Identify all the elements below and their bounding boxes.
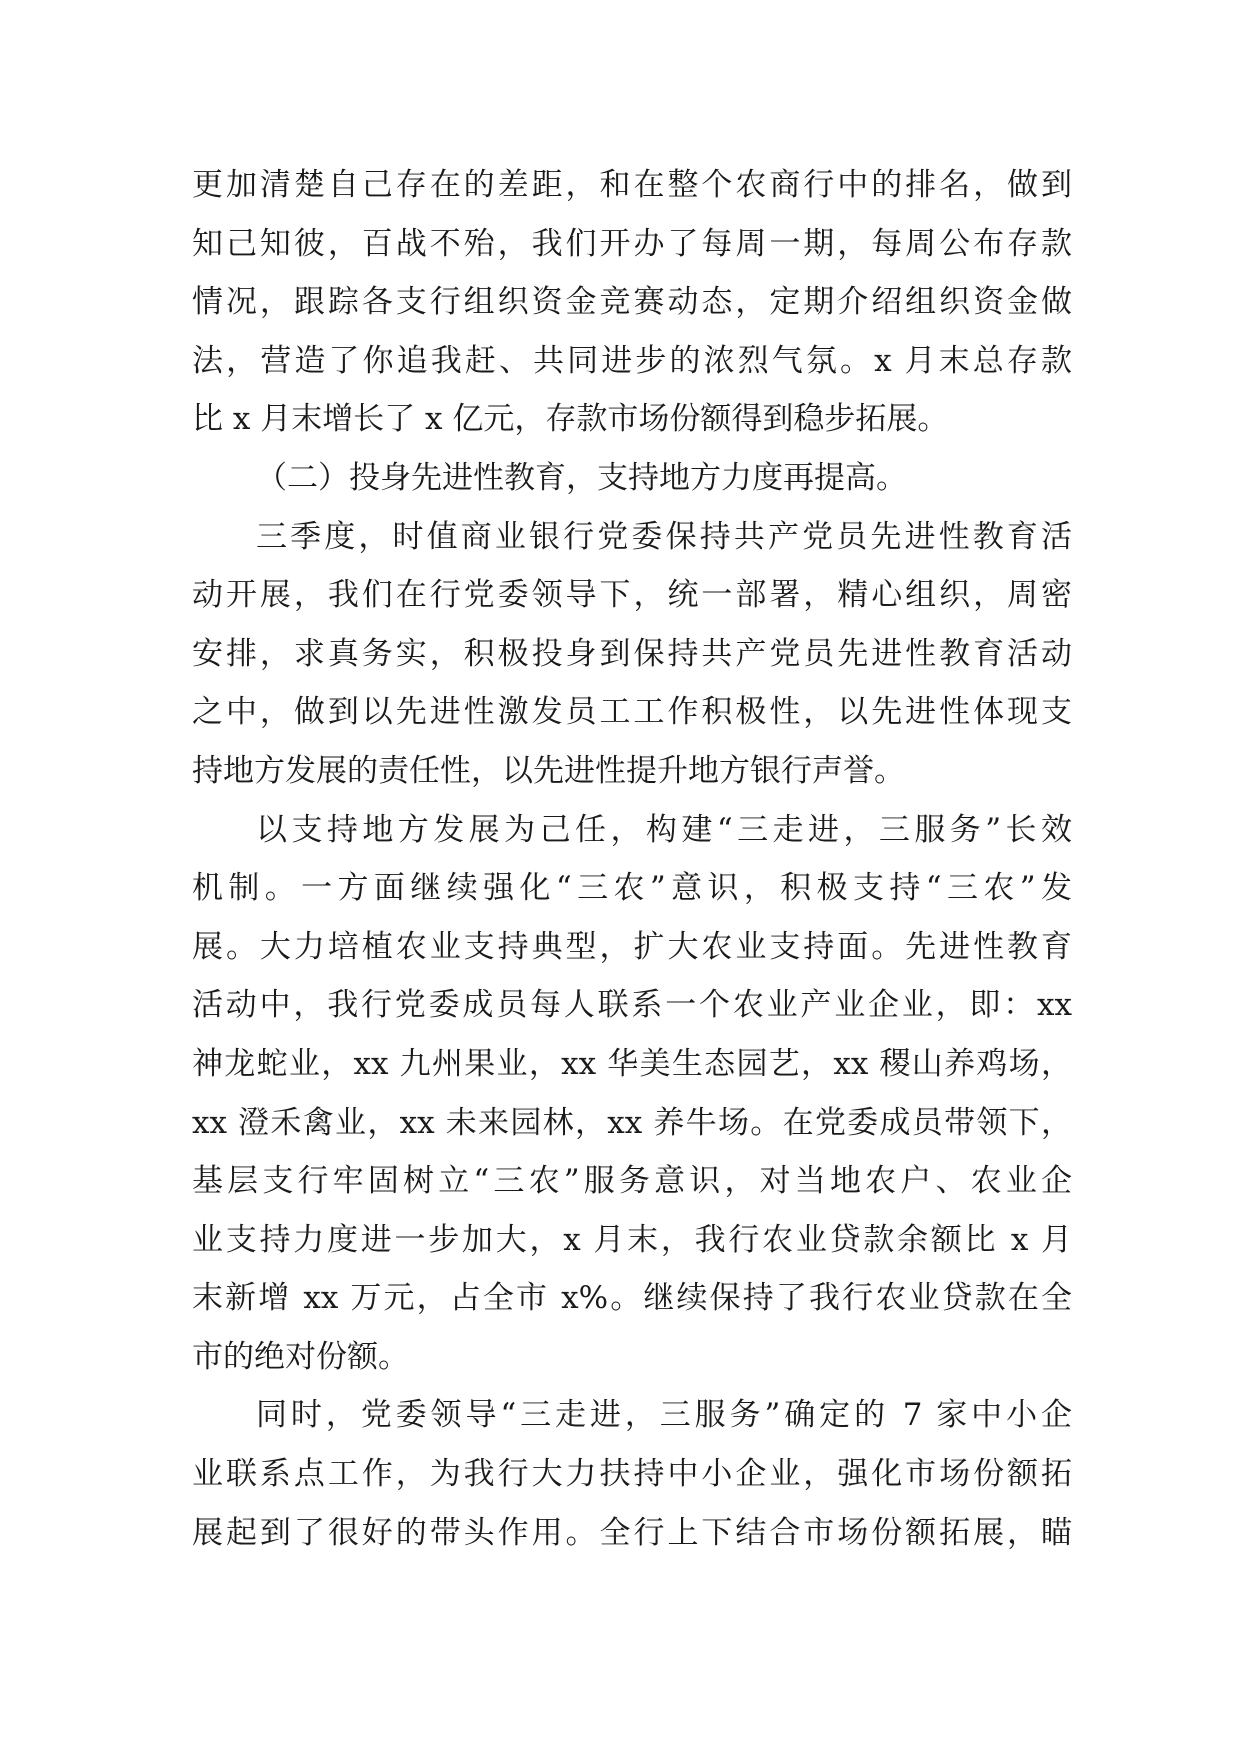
- text-line: 比 x 月末增长了 x 亿元，存款市场份额得到稳步拓展。: [192, 401, 949, 438]
- text-line: 业支持力度进一步加大，x 月末，我行农业贷款余额比 x 月: [192, 1221, 1072, 1258]
- text-line: 神龙蛇业，xx 九州果业，xx 华美生态园艺，xx 稷山养鸡场，: [192, 1045, 1072, 1082]
- text-line: 市的绝对份额。: [192, 1338, 409, 1375]
- text-line: 机制。一方面继续强化“三农”意识，积极支持“三农”发: [192, 870, 1072, 907]
- text-line: 基层支行牢固树立“三农”服务意识，对当地农户、农业企: [192, 1163, 1072, 1200]
- text-line: 情况，跟踪各支行组织资金竞赛动态，定期介绍组织资金做: [192, 284, 1072, 321]
- text-line: 持地方发展的责任性，以先进性提升地方银行声誉。: [192, 752, 905, 789]
- text-line: 之中，做到以先进性激发员工工作积极性，以先进性体现支: [192, 694, 1072, 731]
- text-line: 末新增 xx 万元，占全市 x%。继续保持了我行农业贷款在全: [192, 1280, 1072, 1317]
- text-line: 更加清楚自己存在的差距，和在整个农商行中的排名，做到: [192, 167, 1072, 203]
- text-line: 展。大力培植农业支持典型，扩大农业支持面。先进性教育: [192, 928, 1072, 965]
- text-line: 以支持地方发展为己任，构建“三走进，三服务”长效: [256, 811, 1072, 848]
- section-heading: （二）投身先进性教育，支持地方力度再提高。: [256, 459, 907, 496]
- document-body: [192, 156, 1072, 1562]
- text-line: 安排，求真务实，积极投身到保持共产党员先进性教育活动: [192, 635, 1072, 672]
- text-line: 同时，党委领导“三走进，三服务”确定的 7 家中小企: [256, 1397, 1072, 1434]
- text-line: 业联系点工作，为我行大力扶持中小企业，强化市场份额拓: [192, 1456, 1072, 1493]
- text-line: 知己知彼，百战不殆，我们开办了每周一期，每周公布存款: [192, 225, 1072, 262]
- text-line: 三季度，时值商业银行党委保持共产党员先进性教育活: [256, 518, 1072, 555]
- text-line: 法，营造了你追我赶、共同进步的浓烈气氛。x 月末总存款: [192, 342, 1072, 379]
- text-line: 动开展，我们在行党委领导下，统一部署，精心组织，周密: [192, 577, 1072, 614]
- text-line: 活动中，我行党委成员每人联系一个农业产业企业，即：xx: [192, 987, 1072, 1024]
- text-line: xx 澄禾禽业，xx 未来园林，xx 养牛场。在党委成员带领下，: [192, 1104, 1072, 1141]
- text-line: 展起到了很好的带头作用。全行上下结合市场份额拓展，瞄: [192, 1514, 1072, 1551]
